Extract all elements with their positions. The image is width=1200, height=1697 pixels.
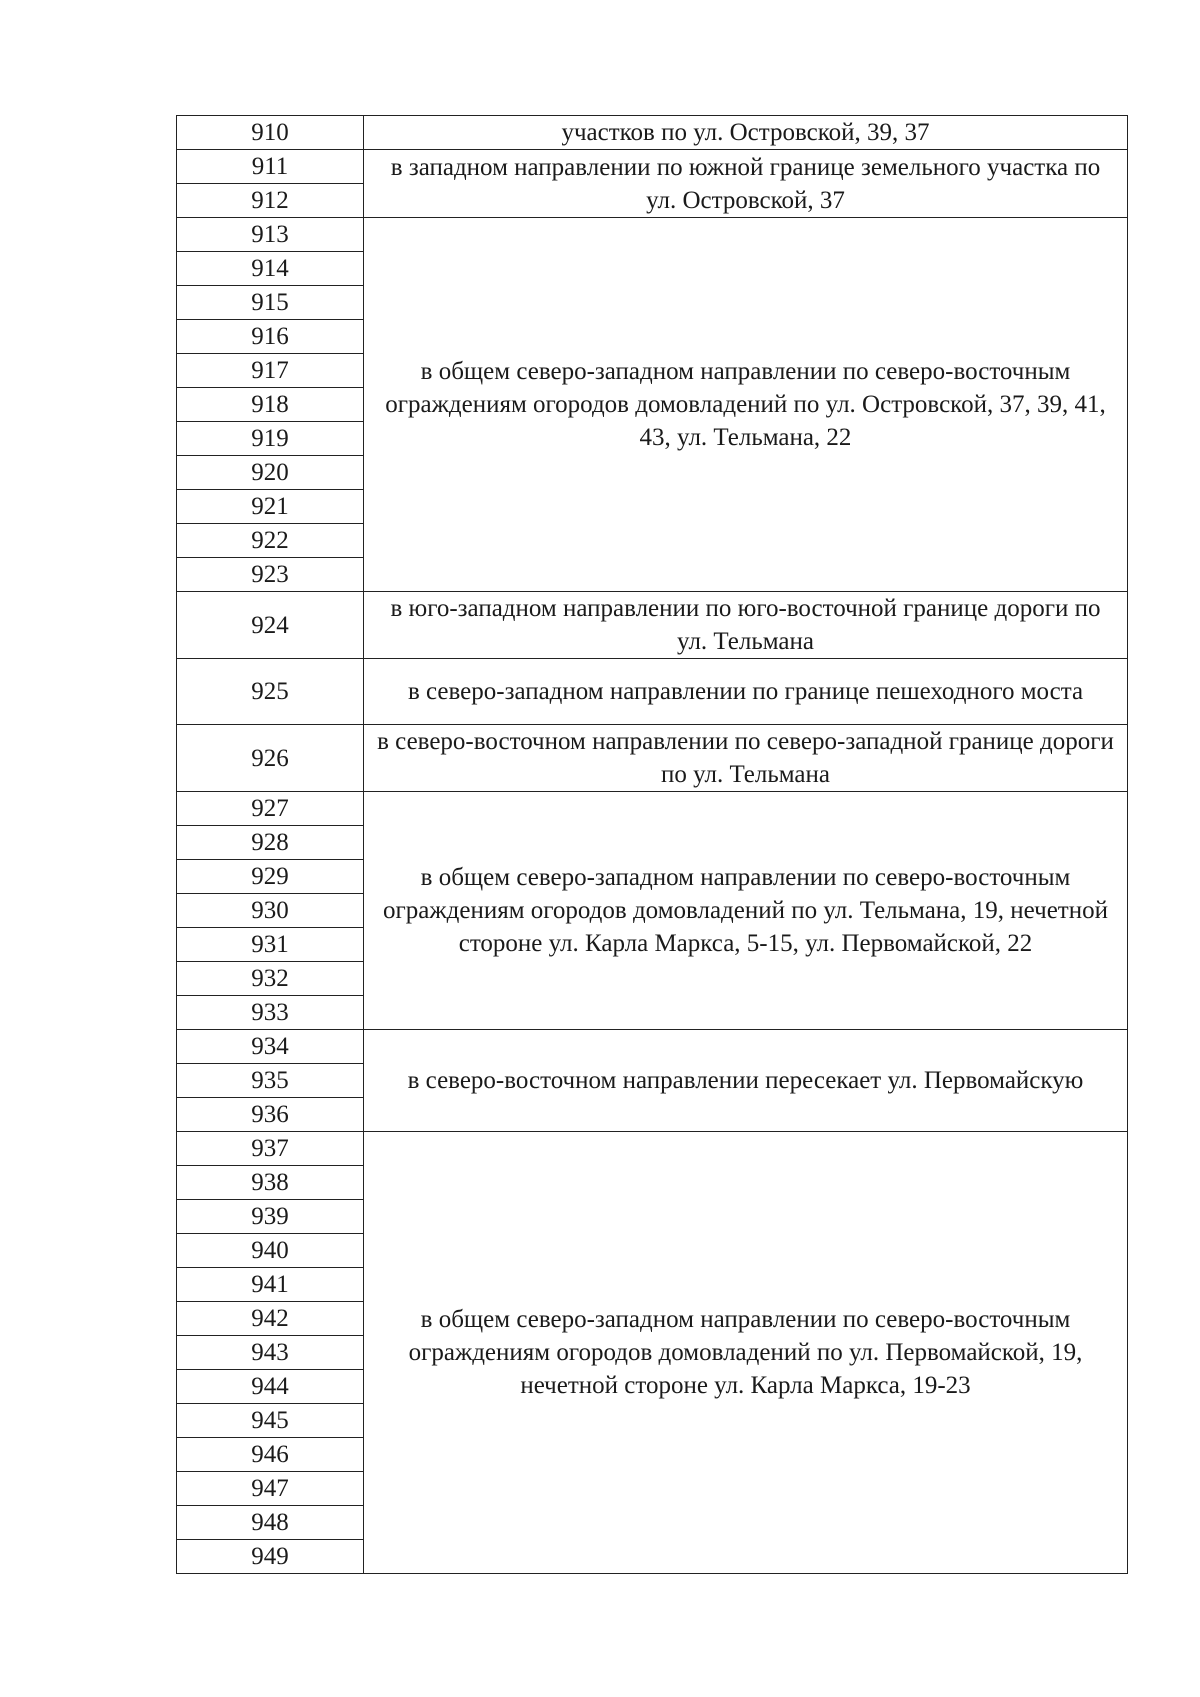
point-number: 935 xyxy=(177,1064,364,1098)
point-number: 929 xyxy=(177,860,364,894)
point-number: 948 xyxy=(177,1506,364,1540)
point-number: 912 xyxy=(177,184,364,218)
point-number: 947 xyxy=(177,1472,364,1506)
boundary-points-table xyxy=(176,115,1128,1574)
point-number: 913 xyxy=(177,218,364,252)
point-number: 911 xyxy=(177,150,364,184)
point-number: 941 xyxy=(177,1268,364,1302)
point-number: 924 xyxy=(177,592,364,659)
point-number: 932 xyxy=(177,962,364,996)
point-number: 940 xyxy=(177,1234,364,1268)
table-row xyxy=(177,1132,1128,1166)
point-number: 927 xyxy=(177,792,364,826)
table-row xyxy=(177,592,1128,659)
point-number: 942 xyxy=(177,1302,364,1336)
point-number: 926 xyxy=(177,725,364,792)
table-row xyxy=(177,218,1128,252)
point-number: 914 xyxy=(177,252,364,286)
point-number: 917 xyxy=(177,354,364,388)
segment-description: в северо-восточном направлении по северо-западной границе дороги по ул. Тельмана xyxy=(364,725,1128,792)
table-row xyxy=(177,725,1128,792)
point-number: 931 xyxy=(177,928,364,962)
point-number: 944 xyxy=(177,1370,364,1404)
segment-description: участков по ул. Островской, 39, 37 xyxy=(364,116,1128,150)
point-number: 933 xyxy=(177,996,364,1030)
point-number: 918 xyxy=(177,388,364,422)
table-row xyxy=(177,150,1128,184)
point-number: 934 xyxy=(177,1030,364,1064)
point-number: 922 xyxy=(177,524,364,558)
point-number: 921 xyxy=(177,490,364,524)
segment-description: в общем северо-западном направлении по северо-восточным ограждениям огородов домовладений по ул. Первомайской, 19, нечетной стороне ул. Карла Маркса, 19-23 xyxy=(364,1132,1128,1574)
table-row xyxy=(177,792,1128,826)
point-number: 920 xyxy=(177,456,364,490)
point-number: 938 xyxy=(177,1166,364,1200)
point-number: 928 xyxy=(177,826,364,860)
segment-description: в северо-западном направлении по границе пешеходного моста xyxy=(364,659,1128,725)
table-row xyxy=(177,1030,1128,1064)
point-number: 943 xyxy=(177,1336,364,1370)
point-number: 910 xyxy=(177,116,364,150)
table-row xyxy=(177,116,1128,150)
point-number: 936 xyxy=(177,1098,364,1132)
segment-description: в общем северо-западном направлении по северо-восточным ограждениям огородов домовладений по ул. Островской, 37, 39, 41, 43, ул. Тельмана, 22 xyxy=(364,218,1128,592)
point-number: 939 xyxy=(177,1200,364,1234)
segment-description: в общем северо-западном направлении по северо-восточным ограждениям огородов домовладений по ул. Тельмана, 19, нечетной стороне ул. Карла Маркса, 5-15, ул. Первомайской, 22 xyxy=(364,792,1128,1030)
point-number: 937 xyxy=(177,1132,364,1166)
point-number: 923 xyxy=(177,558,364,592)
point-number: 915 xyxy=(177,286,364,320)
point-number: 949 xyxy=(177,1540,364,1574)
point-number: 919 xyxy=(177,422,364,456)
segment-description: в северо-восточном направлении пересекает ул. Первомайскую xyxy=(364,1030,1128,1132)
point-number: 930 xyxy=(177,894,364,928)
point-number: 946 xyxy=(177,1438,364,1472)
point-number: 916 xyxy=(177,320,364,354)
segment-description: в юго-западном направлении по юго-восточной границе дороги по ул. Тельмана xyxy=(364,592,1128,659)
table-row xyxy=(177,659,1128,725)
point-number: 945 xyxy=(177,1404,364,1438)
segment-description: в западном направлении по южной границе земельного участка по ул. Островской, 37 xyxy=(364,150,1128,218)
point-number: 925 xyxy=(177,659,364,725)
